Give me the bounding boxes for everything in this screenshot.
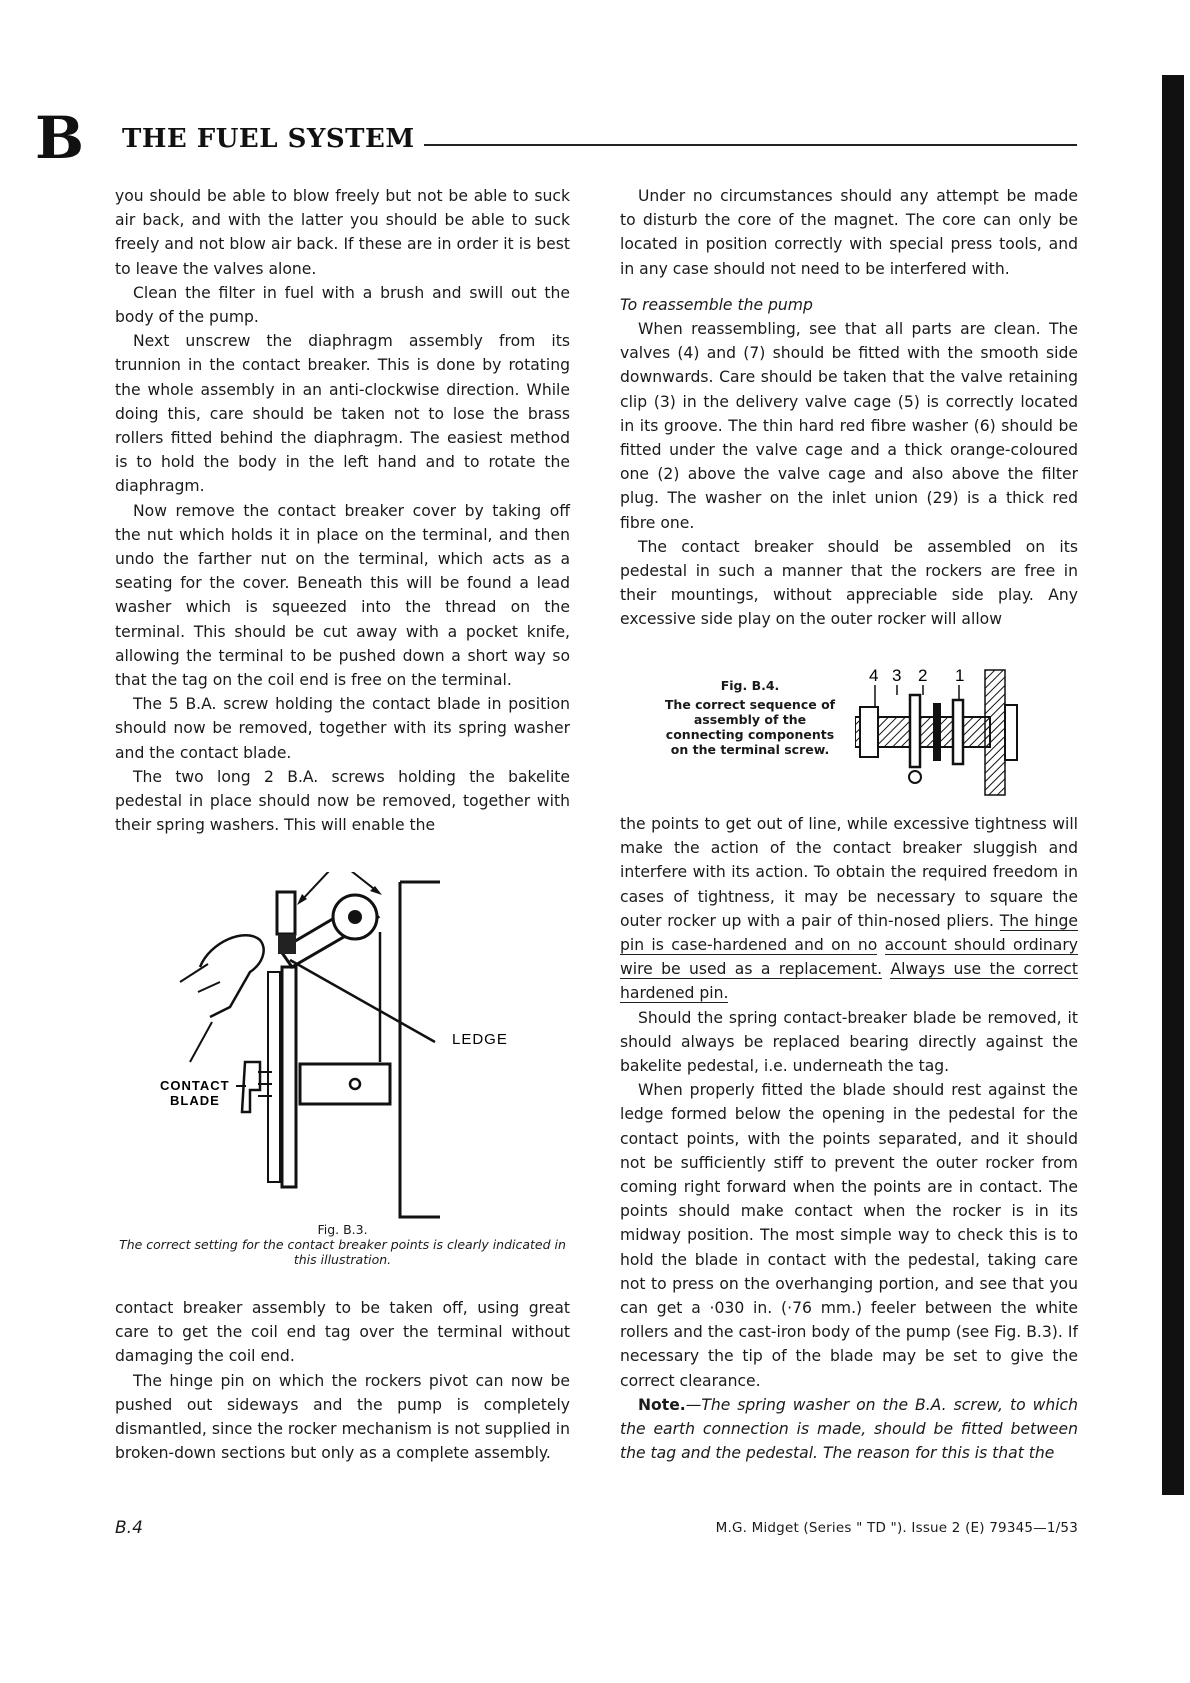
component-number-3: 3: [892, 666, 902, 685]
contact-label: CONTACT: [160, 1078, 230, 1093]
component-number-2: 2: [918, 666, 928, 685]
title-rule: [424, 144, 1077, 146]
paragraph: Under no circumstances should any attempt be made to disturb the core of the magnet. The core can only be located in position correctly with special press tools, and in any case should not need to be interfered with.: [620, 187, 1078, 278]
section-title: THE FUEL SYSTEM: [122, 124, 415, 154]
page-number: B.4: [115, 1518, 143, 1538]
paragraph: you should be able to blow freely but not be able to suck air back, and with the latter you should be able to suck freely and not blow air back. If these are in order it is best to leave the valves alone.: [115, 187, 570, 278]
blade-label: BLADE: [170, 1093, 220, 1108]
paragraph: The contact breaker should be assembled on its pedestal in such a manner that the rockers are free in their mountings, without appreciable side play. Any excessive side play on the outer rocker will allow: [620, 537, 1078, 629]
publication-info: M.G. Midget (Series " TD "). Issue 2 (E) 79345—1/53: [715, 1520, 1078, 1536]
figure-b4-caption: [655, 678, 845, 757]
subheading-reassemble: To reassemble the pump: [620, 295, 813, 314]
paragraph: The two long 2 B.A. screws holding the bakelite pedestal in place should now be removed, together with their spring washers. This will enable the: [115, 767, 570, 835]
underlined-warning-3: Always use the correct hardened pin.: [620, 960, 1078, 1003]
figure-b3-title: Fig. B.3.: [317, 1222, 368, 1237]
figure-b4-title: Fig. B.4.: [720, 678, 780, 693]
paragraph: Next unscrew the diaphragm assembly from its trunnion in the contact breaker. This is done by rotating the whole assembly in an anti-clockwise direction. While doing this, care should be taken not to lose the brass rollers fitted behind the diaphragm. The easiest method is to hold the body in the left hand and to rotate the diaphragm.: [115, 332, 570, 496]
paragraph: When properly fitted the blade should rest against the ledge formed below the opening in the pedestal for the contact points, with the points separated, and it should not be sufficiently stiff to prevent the outer rocker from coming right forward when the points are in contact. The points should make contact when the rocker is in its midway position. The most simple way to check this is to hold the blade in contact with the pedestal, taking care not to press on the overhanging portion, and see that you can get a ·030 in. (·76 mm.) feeler between the white rollers and the cast-iron body of the pump (see Fig. B.3). If necessary the tip of the blade may be set to give the correct clearance.: [620, 1081, 1078, 1390]
paragraph: Clean the filter in fuel with a brush and swill out the body of the pump.: [115, 283, 570, 327]
left-column-bottom: [115, 1296, 570, 1465]
component-number-4: 4: [869, 666, 879, 685]
underlined-warning-1: The hinge pin is case-hardened and on no: [620, 911, 1078, 955]
paragraph-text: the points to get out of line, while excessive tightness will make the action of the contact breaker sluggish and interfere with its action. To obtain the required freedom in cases of tightness, it may be necessary to square the outer rocker up with a pair of thin-nosed pliers.: [620, 815, 1078, 930]
figure-b3-illustration: [150, 872, 550, 1237]
ledge-label: LEDGE: [452, 1031, 508, 1048]
page-edge-bar: [1162, 75, 1184, 1495]
paragraph: contact breaker assembly to be taken off, using great care to get the coil end tag over the terminal without damaging the coil end.: [115, 1299, 570, 1366]
component-number-1: 1: [955, 666, 965, 685]
note-lead: Note.: [638, 1395, 686, 1414]
paragraph: The 5 B.A. screw holding the contact blade in position should now be removed, together with its spring washer and the contact blade.: [115, 695, 570, 762]
section-letter: B: [35, 104, 85, 172]
note-text: —The spring washer on the B.A. screw, to which the earth connection is made, should be fitted between the tag and the pedestal. The reason for this is that the: [620, 1395, 1078, 1463]
underlined-warning-2: account should ordinary wire be used as a replacement.: [620, 936, 1078, 979]
paragraph: The hinge pin on which the rockers pivot can now be pushed out sideways and the pump is completely dismantled, since the rocker mechanism is not supplied in broken-down sections but only as a complete assembly.: [115, 1371, 570, 1463]
paragraph: Now remove the contact breaker cover by taking off the nut which holds it in place on the terminal, and then undo the farther nut on the terminal, which acts as a seating for the cover. Beneath this will be found a lead washer which is squeezed into the thread on the terminal. This should be cut away with a pocket knife, allowing the terminal to be pushed down a short way so that the tag on the coil end is free on the terminal.: [115, 501, 570, 690]
left-column-top: [115, 184, 570, 837]
figure-b4-illustration: [855, 665, 1080, 800]
figure-b4-text: The correct sequence of assembly of the connecting components on the terminal screw.: [664, 697, 836, 757]
note-paragraph: [620, 1393, 1078, 1466]
right-column-bottom: [620, 812, 1078, 1465]
paragraph: Should the spring contact-breaker blade be removed, it should always be replaced bearing directly against the bakelite pedestal, i.e. underneath the tag.: [620, 1008, 1078, 1076]
paragraph: When reassembling, see that all parts are clean. The valves (4) and (7) should be fitted with the smooth side downwards. Care should be taken that the valve retaining clip (3) in the delivery valve cage (5) is correctly located in its groove. The thin hard red fibre washer (6) should be fitted under the valve cage and a thick orange-coloured one (2) above the valve cage and also above the filter plug. The washer on the inlet union (29) is a thick red fibre one.: [620, 320, 1078, 532]
figure-b3-text: The correct setting for the contact breaker points is clearly indicated in this illustration.: [119, 1237, 566, 1267]
right-column-top: [620, 184, 1078, 632]
figure-b3-caption: [115, 1222, 570, 1267]
paragraph: [620, 812, 1078, 1006]
